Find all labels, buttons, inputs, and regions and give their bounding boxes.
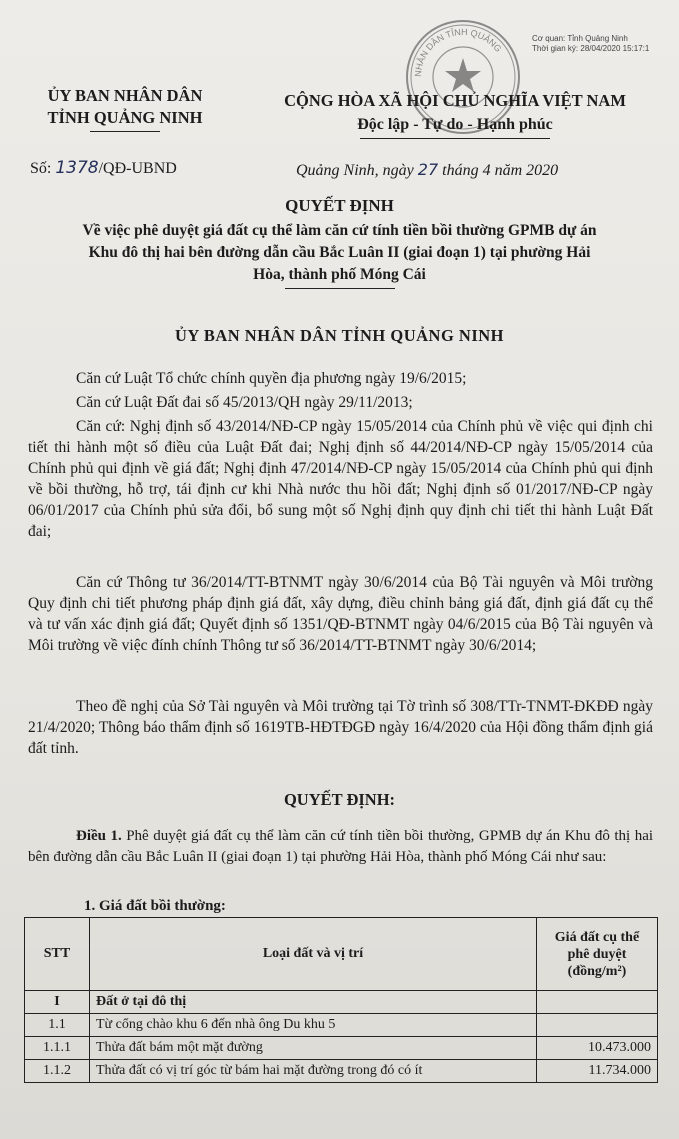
nation-underline xyxy=(360,138,550,139)
table-row xyxy=(25,991,658,1014)
place-date-prefix: Quảng Ninh, ngày xyxy=(296,162,414,179)
basis-2: Căn cứ Luật Đất đai số 45/2013/QH ngày 29/11/2013; xyxy=(76,394,413,411)
place-date xyxy=(296,160,558,180)
doc-subject-line1: Về việc phê duyệt giá đất cụ thể làm căn cứ tính tiền bồi thường GPMB dự án xyxy=(82,222,597,239)
table-row xyxy=(25,1037,658,1060)
article-1 xyxy=(28,826,653,868)
row-stt: I xyxy=(25,991,90,1014)
seal-ring-text: NHÂN DÂN TỈNH QUẢNG xyxy=(412,26,504,78)
basis-1: Căn cứ Luật Tổ chức chính quyền địa phương ngày 19/6/2015; xyxy=(76,370,467,387)
issuer-block xyxy=(30,85,220,132)
doc-number-handwritten: 1378 xyxy=(55,158,99,178)
doc-subject-line3: Hòa, thành phố Móng Cái xyxy=(253,266,426,283)
doc-number xyxy=(30,158,177,178)
esign-agency: Cơ quan: Tỉnh Quảng Ninh xyxy=(532,34,628,43)
header-price: Giá đất cụ thể phê duyệt (đồng/m²) xyxy=(537,918,658,991)
row-price: 10.473.000 xyxy=(537,1037,658,1060)
header-stt: STT xyxy=(25,918,90,991)
place-date-day: 27 xyxy=(417,160,439,179)
esign-time: Thời gian ký: 28/04/2020 15:17:1 xyxy=(532,44,650,53)
issuer-line1: ỦY BAN NHÂN DÂN xyxy=(47,86,203,105)
authority-heading: ỦY BAN NHÂN DÂN TỈNH QUẢNG NINH xyxy=(174,326,505,345)
table-header-row xyxy=(25,918,658,991)
row-stt: 1.1.1 xyxy=(25,1037,90,1060)
basis-4: Căn cứ Thông tư 36/2014/TT-BTNMT ngày 30/6/2014 của Bộ Tài nguyên và Môi trường Quy định chi tiết phương pháp định giá đất, xây dựng, điều chỉnh bảng giá đất, định giá đất cụ thể và tư vấn xác định giá đất; Quyết định số 1351/QĐ-BTNMT ngày 04/6/2015 của Bộ Tài nguyên và Môi trường về việc đính chính Thông tư số 36/2014/TT-BTNMT ngày 30/6/2014; xyxy=(28,574,653,654)
section-1-heading: 1. Giá đất bồi thường: xyxy=(84,898,226,914)
table-row xyxy=(25,1014,658,1037)
article-1-text: Phê duyệt giá đất cụ thể làm căn cứ tính tiền bồi thường, GPMB dự án Khu đô thị hai bên đường dẫn cầu Bắc Luân II (giai đoạn 1) tại phường Hải Hòa, thành phố Móng Cái như sau: xyxy=(28,828,654,865)
row-stt: 1.1 xyxy=(25,1014,90,1037)
nation-line1: CỘNG HÒA XÃ HỘI CHỦ NGHĨA VIỆT NAM xyxy=(284,91,626,110)
header-type: Loại đất và vị trí xyxy=(90,918,537,991)
row-price: 11.734.000 xyxy=(537,1060,658,1083)
row-stt: 1.1.2 xyxy=(25,1060,90,1083)
doc-number-prefix: Số: xyxy=(30,160,52,177)
row-price xyxy=(537,1014,658,1037)
table-row xyxy=(25,1060,658,1083)
place-date-suffix: tháng 4 năm 2020 xyxy=(442,162,559,179)
nation-line2: Độc lập - Tự do - Hạnh phúc xyxy=(357,116,553,133)
row-type: Thửa đất có vị trí góc từ bám hai mặt đường trong đó có ít xyxy=(90,1060,537,1083)
issuer-line2: TỈNH QUẢNG NINH xyxy=(47,108,203,127)
row-type: Thửa đất bám một mặt đường xyxy=(90,1037,537,1060)
basis-3: Căn cứ: Nghị định số 43/2014/NĐ-CP ngày 15/05/2014 của Chính phủ về việc qui định chi tiết thi hành một số điều của Luật Đất đai; Nghị định số 44/2014/NĐ-CP ngày 15/05/2014 của Chính phủ qui định về giá đất; Nghị định 47/2014/NĐ-CP ngày 15/05/2014 của Chính phủ qui định về bồi thường, hỗ trợ, tái định cư khi Nhà nước thu hồi đất; Nghị định số 01/2017/NĐ-CP ngày 06/01/2017 của Chính phủ sửa đổi, bổ sung một số Nghị định quy định chi tiết thi hành Luật Đất đai; xyxy=(28,418,653,540)
price-table xyxy=(24,917,658,1083)
doc-number-suffix: /QĐ-UBND xyxy=(98,160,177,177)
doc-title: QUYẾT ĐỊNH xyxy=(285,196,394,215)
doc-subject-line2: Khu đô thị hai bên đường dẫn cầu Bắc Luân II (giai đoạn 1) tại phường Hải xyxy=(88,244,591,261)
doc-subject xyxy=(0,220,679,289)
row-type: Từ cổng chào khu 6 đến nhà ông Du khu 5 xyxy=(90,1014,537,1037)
row-type: Đất ở tại đô thị xyxy=(90,991,537,1014)
article-1-label: Điều 1. xyxy=(76,828,122,844)
decision-heading: QUYẾT ĐỊNH: xyxy=(283,790,396,809)
row-price xyxy=(537,991,658,1014)
basis-5: Theo đề nghị của Sở Tài nguyên và Môi trường tại Tờ trình số 308/TTr-TNMT-ĐKĐĐ ngày 21/4/2020; Thông báo thẩm định số 1619TB-HĐTĐGĐ ngày 16/4/2020 của Hội đồng thẩm định giá đất tỉnh. xyxy=(28,698,653,757)
